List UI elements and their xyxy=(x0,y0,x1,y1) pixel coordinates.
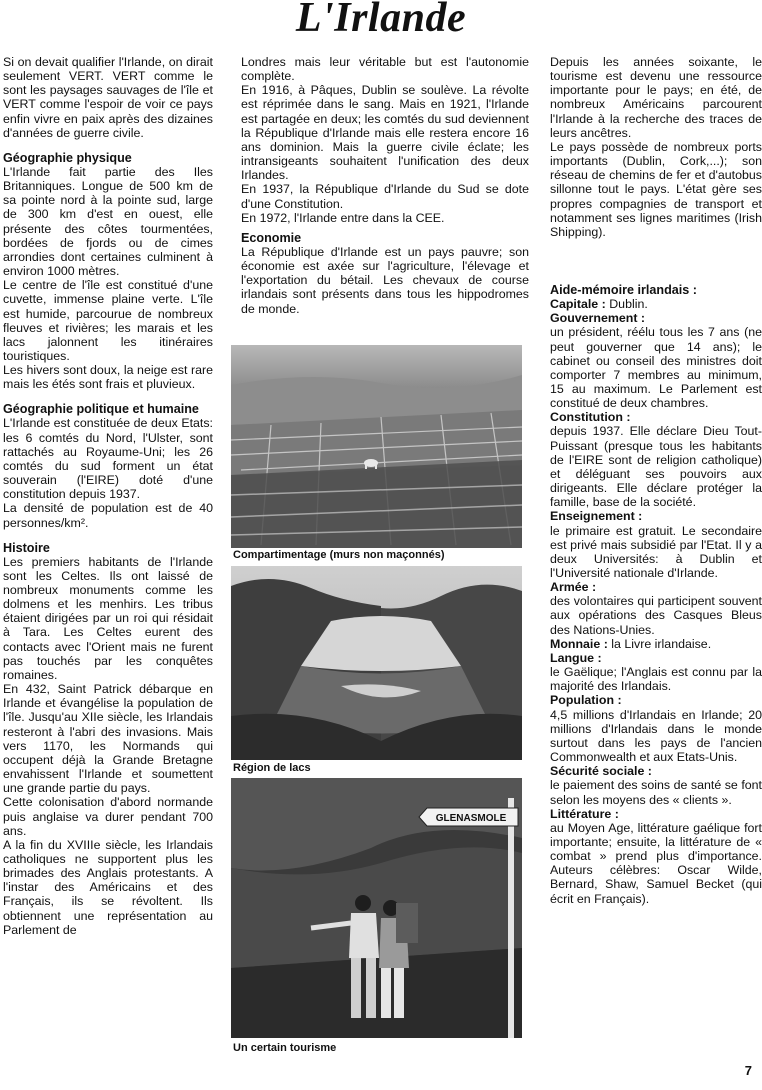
education-text: le primaire est gratuit. Le secondaire est privé mais subsidié par l'Etat. Il y a deux Universités: à Dublin et l'Université nationale d'Irlande. xyxy=(550,523,762,580)
currency-value: la Livre irlandaise. xyxy=(611,636,712,651)
photo-stone-walls xyxy=(231,345,522,548)
history-continued-1: Londres mais leur véritable but est l'autonomie complète. xyxy=(241,55,529,84)
page-title: L'Irlande xyxy=(295,0,467,41)
social-security-label: Sécurité sociale : xyxy=(550,764,652,779)
education-label: Enseignement : xyxy=(550,509,643,524)
capital-value: Dublin. xyxy=(609,297,648,312)
caption-tourism: Un certain tourisme xyxy=(233,1042,337,1054)
government-text: un président, réélu tous les 7 ans (ne peut gouverner que 14 ans); le cabinet ou conseil des ministres doit comporter 7 membres au minimum, 15 au maximum. Le Parlement est constitué de deux chambres. xyxy=(550,325,762,411)
geo-pol-paragraph-2: La densité de population est de 40 personnes/km². xyxy=(3,501,213,530)
population-text: 4,5 millions d'Irlandais en Irlande; 20 millions d'Irlandais dans le monde surtout dans les pays de l'ancien Commonwealth et aux Etats-Unis. xyxy=(550,707,762,765)
column-right xyxy=(550,55,762,906)
memo-currency xyxy=(550,637,762,651)
language-label: Langue : xyxy=(550,650,602,665)
tourism-paragraph: Depuis les années soixante, le tourisme est devenu une ressource importante pour le pays; en été, de nombreux Américains parcourent l'Irlande à la recherche des traces de leurs ancêtres. xyxy=(550,55,762,140)
caption-stone-walls: Compartimentage (murs non maçonnés) xyxy=(233,549,445,561)
history-continued-2: En 1916, à Pâques, Dublin se soulève. La révolte est réprimée dans le sang. Mais en 1921, l'Irlande est partagée en deux; les comtés du sud deviennent la République d'Irlande mais elle restera encore 16 ans dominion. Mais la guerre civile éclate; les intransigeants souhaitent l'unification des deux Irlandes. xyxy=(241,83,529,183)
history-continued-3: En 1937, la République d'Irlande du Sud se dote d'une Constitution. xyxy=(241,182,529,211)
currency-label: Monnaie : xyxy=(550,636,608,651)
history-heading: Histoire xyxy=(3,540,50,555)
language-text: le Gaëlique; l'Anglais est connu par la majorité des Irlandais. xyxy=(550,665,762,694)
geo-phys-paragraph-2: Le centre de l'île est constitué d'une cuvette, immense plaine verte. L'île est humide, parcourue de nombreux fleuves et rivières; les marais et les lacs jalonnent les itinéraires touristiques. xyxy=(3,278,213,363)
economy-paragraph: La République d'Irlande est un pays pauvre; son économie est axée sur l'agriculture, l'élevage et l'exportation du bétail. Les chevaux de course irlandais sont présents dans tous les hippodromes de monde. xyxy=(241,244,529,316)
intro-paragraph: Si on devait qualifier l'Irlande, on dirait seulement VERT. VERT comme le sont les paysages sauvages de l'île et VERT comme l'espoir de voir ce pays enfin vivre en paix après des dizaines d'années de guerre civile. xyxy=(3,55,213,140)
capital-label: Capitale : xyxy=(550,297,606,312)
population-label: Population : xyxy=(550,693,622,708)
literature-label: Littérature : xyxy=(550,806,619,821)
caption-lake-region: Région de lacs xyxy=(233,762,311,774)
history-paragraph-1: Les premiers habitants de l'Irlande sont les Celtes. Ils ont laissé de nombreux monuments comme les dolmens et les menhirs. Les tribus étaient dirigées par un roi qui résidait à Tara. Les Celtes eurent des contacts avec l'Orient mais ne furent pas touchés par les conquêtes romaines. xyxy=(3,554,213,682)
column-middle xyxy=(241,55,529,316)
government-label: Gouvernement : xyxy=(550,311,646,326)
geo-pol-paragraph-1: L'Irlande est constituée de deux Etats: les 6 comtés du Nord, l'Ulster, sont rattachés au Royaume-Uni; les 26 comtés du sud forment un état souverain (l'EIRE) doté d'une constitution depuis 1937. xyxy=(3,416,213,502)
column-left xyxy=(3,55,213,937)
geo-phys-heading: Géographie physique xyxy=(3,150,132,165)
economy-heading: Economie xyxy=(241,230,302,245)
history-continued-4: En 1972, l'Irlande entre dans la CEE. xyxy=(241,210,445,225)
history-paragraph-4: A la fin du XVIIIe siècle, les Irlandais catholiques ne supportent plus les brimades des Anglais protestants. A l'instar des Américains et des Français, ils se révoltent. Ils obtiennent une représentation au Parlement de xyxy=(3,837,213,937)
army-label: Armée : xyxy=(550,580,597,595)
literature-text: au Moyen Age, littérature gaélique fort importante; ensuite, la littérature de « combat » prend plus d'importance. Auteurs célèbres: Oscar Wilde, Bernard, Shaw, Samuel Becket (qui écrit en Français). xyxy=(550,820,762,906)
army-text: des volontaires qui participent souvent aux opérations des Casques Bleus des Nations-Unies. xyxy=(550,594,762,637)
constitution-label: Constitution : xyxy=(550,410,631,425)
photo-lake-region xyxy=(231,566,522,760)
geo-phys-paragraph-3: Les hivers sont doux, la neige est rare mais les étés sont frais et pluvieux. xyxy=(3,363,213,392)
constitution-text: depuis 1937. Elle déclare Dieu Tout-Puissant (presque tous les habitants de l'EIRE sont de religion catholique) et déléguant ses pouvoirs aux dirigeants. Elle déclare protéger la famille, base de la société. xyxy=(550,424,762,510)
photo-tourism xyxy=(231,778,522,1038)
memo-capital xyxy=(550,297,762,311)
signpost-text: GLENASMOLE xyxy=(435,813,507,824)
geo-phys-paragraph-1: L'Irlande fait partie des Iles Britanniques. Longue de 500 km de sa pointe nord à la pointe sud, large de 300 km d'est en ouest, elle présente des côtes tourmentées, bordées de fjords ou de cimes arrondies dont certaines culminent à environ 1000 mètres. xyxy=(3,164,213,279)
history-paragraph-2: En 432, Saint Patrick débarque en Irlande et évangélise la population de l'île. Jusqu'au XIIe siècle, les Irlandais resteront à l'abri des invasions. Mais vers 1170, les Normands qui occupent déjà la Grande Bretagne envahissent l'Irlande et soumettent une grande partie du pays. xyxy=(3,682,213,796)
geo-pol-heading: Géographie politique et humaine xyxy=(3,402,199,417)
history-paragraph-3: Cette colonisation d'abord normande puis anglaise va durer pendant 700 ans. xyxy=(3,795,213,838)
transport-paragraph: Le pays possède de nombreux ports importants (Dublin, Cork,...); son réseau de chemins de fer et d'autobus sillonne tout le pays. L'état gère ses propres compagnies de transport et notamment ses lignes maritimes (Irish Shipping). xyxy=(550,139,762,239)
page-number: 7 xyxy=(744,1063,752,1078)
memo-heading: Aide-mémoire irlandais : xyxy=(550,283,697,298)
social-security-text: le paiement des soins de santé se font selon les moyens des « clients ». xyxy=(550,778,762,807)
